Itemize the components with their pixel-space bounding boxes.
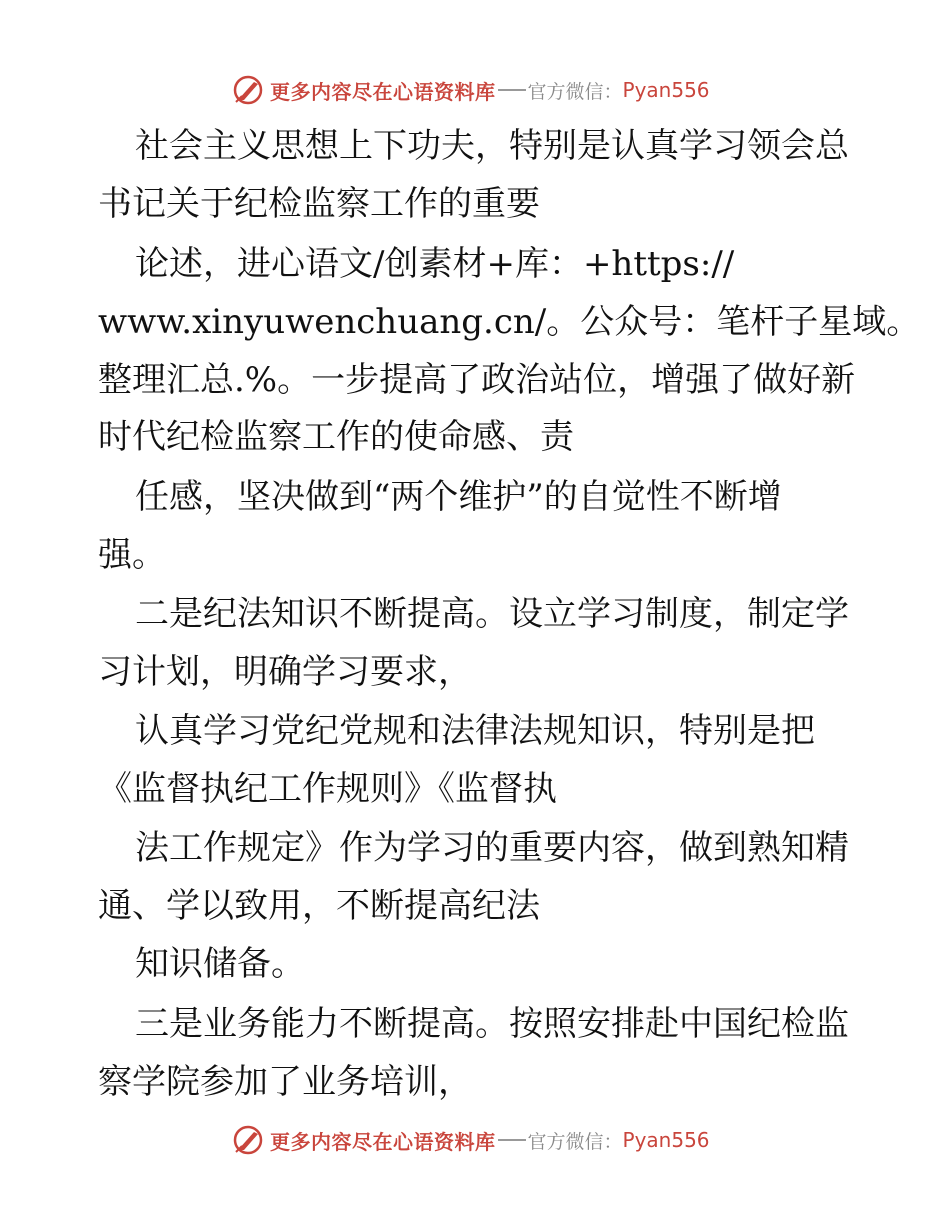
body-line: 论述，进心语文/创素材+库：+https:// — [135, 244, 735, 284]
body-line: 三是业务能力不断提高。按照安排赴中国纪检监 — [135, 1004, 849, 1044]
quill-pen-circle-icon — [232, 74, 264, 106]
watermark-main-text: 更多内容尽在心语资料库 — [270, 79, 496, 104]
body-line: 法工作规定》作为学习的重要内容，做到熟知精 — [135, 828, 849, 868]
body-line: 时代纪检监察工作的使命感、责 — [98, 417, 574, 457]
watermark-main-text: 更多内容尽在心语资料库 — [270, 1129, 496, 1154]
body-line: 《监督执纪工作规则》《监督执 — [98, 769, 557, 809]
body-line: 习计划，明确学习要求， — [98, 652, 472, 692]
watermark-wechat-id: Pyan556 — [622, 78, 710, 102]
watermark-wechat-label: 官方微信： — [527, 80, 623, 103]
body-line: 察学院参加了业务培训， — [98, 1062, 472, 1102]
quill-pen-circle-icon — [232, 1124, 264, 1156]
watermark-dash — [498, 1139, 526, 1141]
body-line: 书记关于纪检监察工作的重要 — [98, 184, 540, 224]
body-line: 知识储备。 — [135, 944, 305, 984]
body-line: www.xinyuwenchuang.cn/。公众号：笔杆子星域。 — [98, 302, 921, 342]
body-line: 任感，坚决做到“两个维护”的自觉性不断增 — [135, 477, 782, 517]
footer-watermark — [232, 1122, 752, 1158]
body-line: 二是纪法知识不断提高。设立学习制度，制定学 — [135, 594, 849, 634]
body-line: 整理汇总.%。一步提高了政治站位，增强了做好新 — [98, 360, 856, 400]
body-line: 强。 — [98, 535, 166, 575]
body-line: 通、学以致用，不断提高纪法 — [98, 886, 540, 926]
body-line: 社会主义思想上下功夫，特别是认真学习领会总 — [135, 126, 849, 166]
body-line: 认真学习党纪党规和法律法规知识，特别是把 — [135, 711, 815, 751]
watermark-wechat-id: Pyan556 — [622, 1128, 710, 1152]
watermark-wechat-label: 官方微信： — [527, 1130, 623, 1153]
header-watermark — [232, 72, 752, 108]
watermark-dash — [498, 89, 526, 91]
